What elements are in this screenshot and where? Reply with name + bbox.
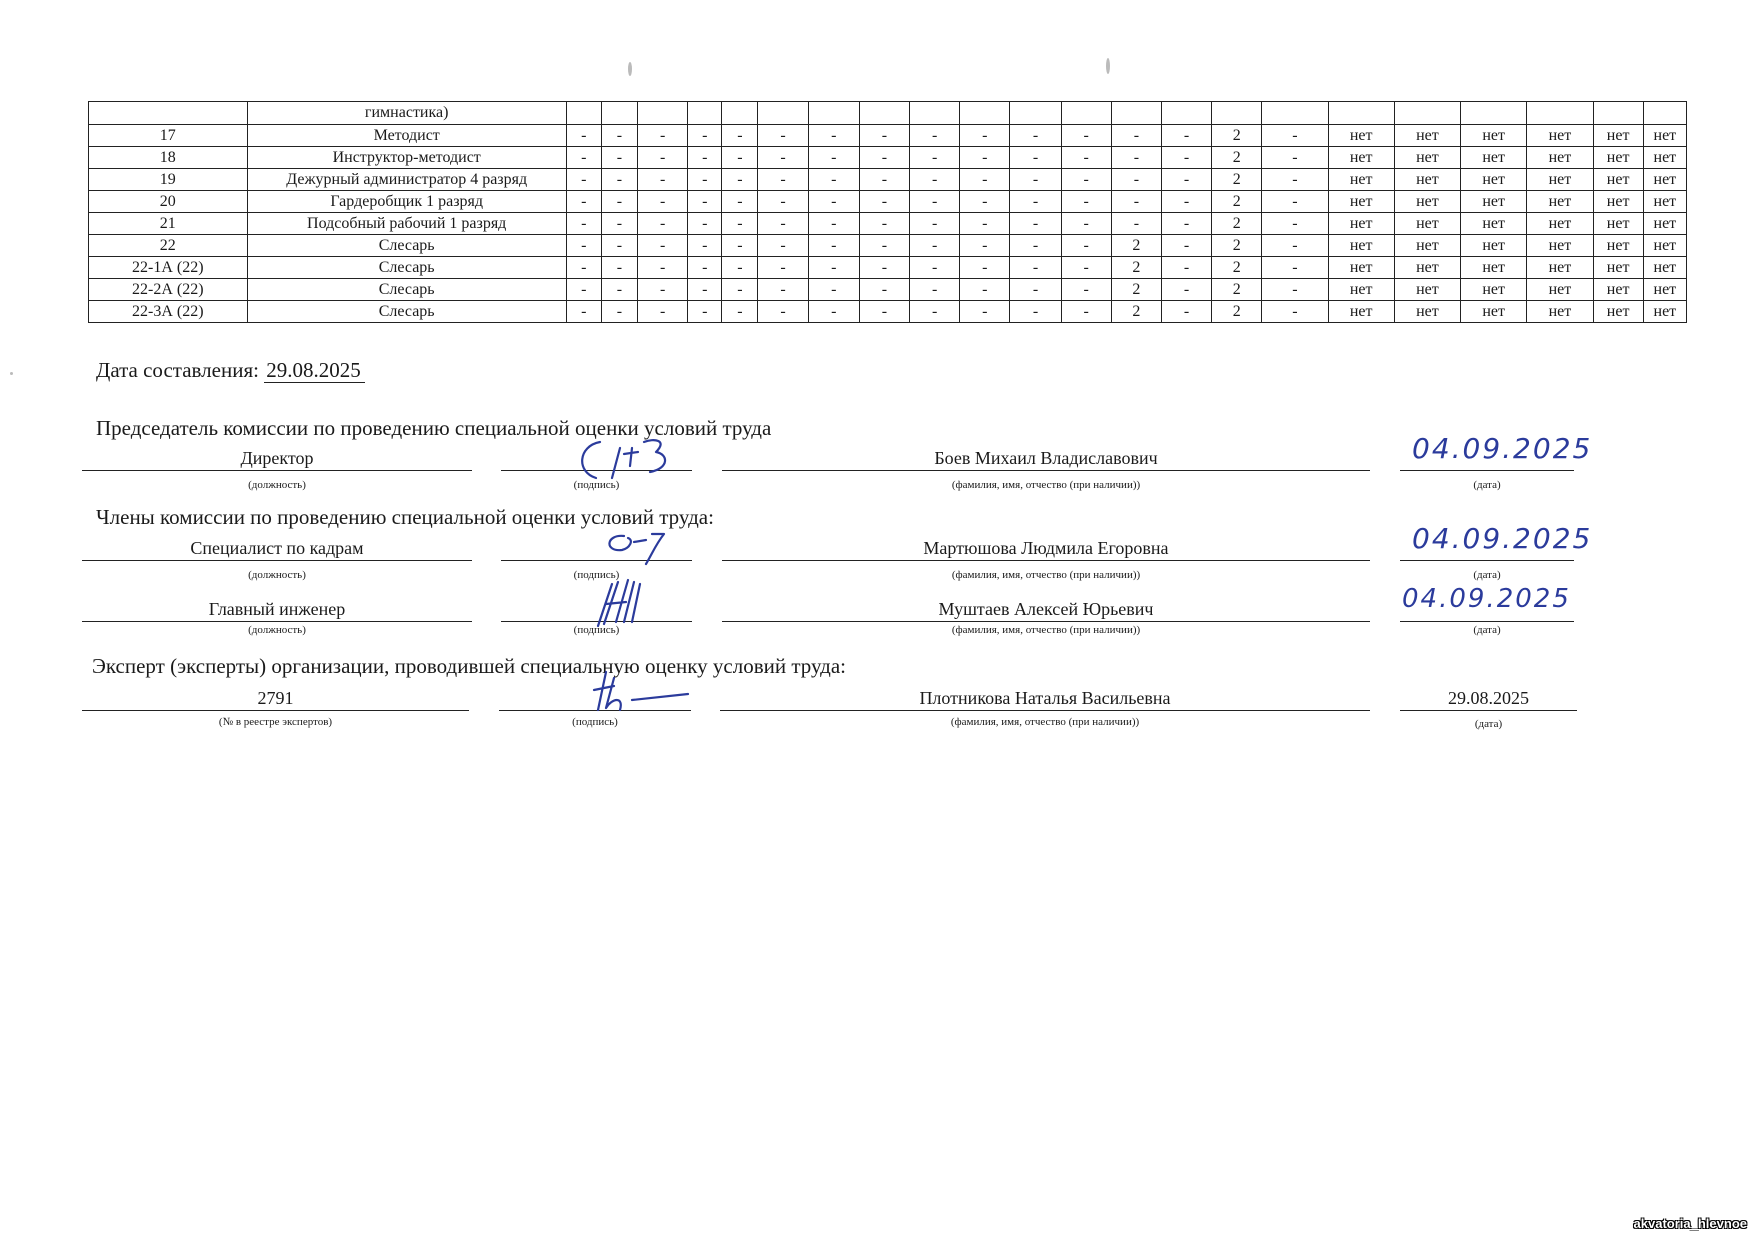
row-number-cell: 18 <box>89 147 248 169</box>
table-cell: - <box>960 191 1010 213</box>
table-cell <box>1212 102 1262 125</box>
table-cell: 2 <box>1212 301 1262 323</box>
table-cell: - <box>1161 279 1211 301</box>
table-cell: - <box>638 279 688 301</box>
table-cell: нет <box>1527 301 1593 323</box>
scan-speck <box>628 62 632 76</box>
table-cell: нет <box>1593 279 1643 301</box>
table-cell <box>910 102 960 125</box>
table-cell: нет <box>1394 235 1460 257</box>
chairman-signature <box>572 434 682 484</box>
table-cell: нет <box>1328 213 1394 235</box>
table-cell: - <box>758 279 808 301</box>
table-cell: - <box>859 125 909 147</box>
chairman-date-handwritten: 04.09.2025 <box>1412 432 1593 465</box>
table-cell: - <box>1010 125 1061 147</box>
table-cell: - <box>638 147 688 169</box>
table-cell: - <box>688 301 722 323</box>
table-cell: - <box>859 279 909 301</box>
table-cell: нет <box>1461 169 1527 191</box>
row-number-cell <box>89 102 248 125</box>
table-cell: нет <box>1527 125 1593 147</box>
table-cell: - <box>722 235 758 257</box>
table-cell <box>1262 102 1328 125</box>
table-cell: - <box>566 147 601 169</box>
table-cell: - <box>859 191 909 213</box>
table-cell: нет <box>1593 257 1643 279</box>
table-cell: - <box>859 235 909 257</box>
table-cell <box>1394 102 1460 125</box>
table-row <box>89 235 1687 257</box>
table-cell: - <box>859 301 909 323</box>
table-cell: - <box>1061 147 1111 169</box>
table-cell: - <box>960 213 1010 235</box>
table-cell: - <box>808 235 859 257</box>
table-cell: нет <box>1643 147 1686 169</box>
table-cell: нет <box>1328 147 1394 169</box>
table-cell: - <box>1061 235 1111 257</box>
table-cell: - <box>566 257 601 279</box>
table-cell: - <box>758 147 808 169</box>
table-row <box>89 301 1687 323</box>
table-cell: - <box>1262 169 1328 191</box>
expert-heading: Эксперт (эксперты) организации, проводившей специальную оценку условий труда: <box>92 654 847 678</box>
table-cell: 2 <box>1212 257 1262 279</box>
table-cell: нет <box>1328 257 1394 279</box>
job-title-cell: Гардеробщик 1 разряд <box>247 191 566 213</box>
table-cell: - <box>758 169 808 191</box>
table-cell: - <box>758 257 808 279</box>
job-title-cell: Дежурный администратор 4 разряд <box>247 169 566 191</box>
caption-full-name: (фамилия, имя, отчество (при наличии)) <box>951 569 1141 581</box>
chairman-full-name: Боев Михаил Владиславович <box>722 446 1370 471</box>
job-title-cell: Слесарь <box>247 301 566 323</box>
table-cell: - <box>638 169 688 191</box>
job-title-cell: Слесарь <box>247 235 566 257</box>
table-cell: - <box>688 169 722 191</box>
table-row <box>89 147 1687 169</box>
table-cell: - <box>1161 257 1211 279</box>
table-cell: 2 <box>1212 191 1262 213</box>
table-cell: - <box>722 257 758 279</box>
table-cell: - <box>910 279 960 301</box>
table-cell: - <box>601 147 637 169</box>
member-2-full-name: Муштаев Алексей Юрьевич <box>722 597 1370 622</box>
table-cell <box>1461 102 1527 125</box>
table-cell <box>566 102 601 125</box>
table-cell: - <box>688 279 722 301</box>
date-compiled-value: 29.08.2025 <box>264 358 365 383</box>
table-cell: - <box>910 191 960 213</box>
table-row <box>89 279 1687 301</box>
table-cell: нет <box>1461 301 1527 323</box>
table-cell <box>808 102 859 125</box>
table-cell: нет <box>1593 191 1643 213</box>
table-cell: - <box>1161 125 1211 147</box>
member-1-date-handwritten: 04.09.2025 <box>1412 522 1593 555</box>
table-cell: - <box>601 191 637 213</box>
expert-signature <box>584 668 694 716</box>
table-cell: - <box>808 257 859 279</box>
table-cell: - <box>960 125 1010 147</box>
row-number-cell: 22 <box>89 235 248 257</box>
table-cell <box>1161 102 1211 125</box>
table-cell: нет <box>1394 125 1460 147</box>
caption-date: (дата) <box>1473 624 1501 636</box>
table-cell: - <box>910 169 960 191</box>
table-cell: - <box>1262 301 1328 323</box>
table-cell: - <box>1061 279 1111 301</box>
table-cell: нет <box>1461 213 1527 235</box>
table-cell: нет <box>1461 235 1527 257</box>
table-cell: нет <box>1643 169 1686 191</box>
table-cell <box>722 102 758 125</box>
job-title-cell: Методист <box>247 125 566 147</box>
table-cell: - <box>638 301 688 323</box>
table-cell: - <box>722 147 758 169</box>
table-cell: - <box>638 191 688 213</box>
table-cell: - <box>1111 169 1161 191</box>
table-cell: - <box>601 301 637 323</box>
table-cell: - <box>910 235 960 257</box>
table-cell <box>1328 102 1394 125</box>
table-cell: - <box>758 125 808 147</box>
caption-date: (дата) <box>1473 479 1501 491</box>
table-cell: - <box>859 257 909 279</box>
table-cell: - <box>808 125 859 147</box>
table-cell: - <box>722 169 758 191</box>
table-cell: - <box>960 235 1010 257</box>
job-title-cell: Подсобный рабочий 1 разряд <box>247 213 566 235</box>
table-cell: нет <box>1593 147 1643 169</box>
table-cell: - <box>566 279 601 301</box>
table-body <box>89 102 1687 323</box>
table-cell: - <box>758 213 808 235</box>
table-cell: нет <box>1328 169 1394 191</box>
table-cell: - <box>1061 125 1111 147</box>
table-cell: нет <box>1527 235 1593 257</box>
table-cell: нет <box>1527 147 1593 169</box>
table-cell: - <box>722 125 758 147</box>
table-cell: - <box>638 125 688 147</box>
row-number-cell: 19 <box>89 169 248 191</box>
table-cell: нет <box>1328 191 1394 213</box>
caption-signature: (подпись) <box>573 624 620 636</box>
table-cell: - <box>566 169 601 191</box>
table-cell: - <box>722 191 758 213</box>
table-cell: - <box>1262 125 1328 147</box>
table-cell: нет <box>1527 191 1593 213</box>
table-cell: - <box>859 147 909 169</box>
table-cell: нет <box>1328 235 1394 257</box>
table-row <box>89 125 1687 147</box>
job-title-cell: Слесарь <box>247 257 566 279</box>
row-number-cell: 21 <box>89 213 248 235</box>
table-cell: нет <box>1461 279 1527 301</box>
row-number-cell: 20 <box>89 191 248 213</box>
table-cell: нет <box>1593 169 1643 191</box>
caption-registry: (№ в реестре экспертов) <box>218 716 333 728</box>
table-cell: нет <box>1593 235 1643 257</box>
table-cell: - <box>566 213 601 235</box>
expert-date: 29.08.2025 <box>1400 686 1577 711</box>
table-cell: - <box>758 301 808 323</box>
scan-speck <box>10 372 13 375</box>
table-cell: 2 <box>1111 257 1161 279</box>
table-cell: - <box>1111 191 1161 213</box>
table-cell: - <box>960 169 1010 191</box>
members-heading: Члены комиссии по проведению специальной оценки условий труда: <box>96 505 714 529</box>
table-cell: 2 <box>1212 279 1262 301</box>
table-cell: - <box>601 213 637 235</box>
table-cell: нет <box>1461 191 1527 213</box>
table-row <box>89 102 1687 125</box>
table-cell: - <box>688 191 722 213</box>
table-cell <box>1111 102 1161 125</box>
table-cell: 2 <box>1111 235 1161 257</box>
table-row <box>89 257 1687 279</box>
date-compiled <box>96 358 365 383</box>
table-cell: - <box>601 257 637 279</box>
table-cell: - <box>808 301 859 323</box>
caption-position: (должность) <box>248 569 306 581</box>
table-cell: нет <box>1461 125 1527 147</box>
table-cell: - <box>722 213 758 235</box>
table-cell <box>688 102 722 125</box>
table-cell: нет <box>1643 125 1686 147</box>
table-cell: - <box>1010 169 1061 191</box>
table-cell: - <box>910 147 960 169</box>
table-cell: - <box>758 235 808 257</box>
table-cell: - <box>808 213 859 235</box>
table-cell: - <box>910 213 960 235</box>
table-cell: - <box>1161 169 1211 191</box>
table-cell: - <box>688 257 722 279</box>
table-cell: - <box>688 125 722 147</box>
table-cell: - <box>688 213 722 235</box>
table-cell: - <box>1161 191 1211 213</box>
table-cell: нет <box>1643 301 1686 323</box>
table-row <box>89 169 1687 191</box>
table-cell: нет <box>1527 257 1593 279</box>
table-cell: - <box>1010 301 1061 323</box>
table-cell: нет <box>1527 169 1593 191</box>
caption-date: (дата) <box>1473 569 1501 581</box>
table-cell: 2 <box>1212 125 1262 147</box>
table-cell: - <box>1111 147 1161 169</box>
table-cell: - <box>808 279 859 301</box>
table-cell: - <box>688 235 722 257</box>
table-cell <box>1010 102 1061 125</box>
table-row <box>89 213 1687 235</box>
caption-signature: (подпись) <box>572 716 618 728</box>
table-cell <box>758 102 808 125</box>
table-cell: 2 <box>1212 169 1262 191</box>
table-cell: нет <box>1394 191 1460 213</box>
table-cell: - <box>1111 125 1161 147</box>
table-cell: - <box>960 257 1010 279</box>
table-cell: - <box>758 191 808 213</box>
table-cell: - <box>722 279 758 301</box>
table-cell: - <box>910 301 960 323</box>
table-cell: - <box>601 169 637 191</box>
table-cell <box>859 102 909 125</box>
row-number-cell: 17 <box>89 125 248 147</box>
table-cell: - <box>638 235 688 257</box>
table-cell: нет <box>1593 125 1643 147</box>
table-cell: - <box>1061 213 1111 235</box>
table-cell: нет <box>1328 279 1394 301</box>
table-cell: - <box>1010 235 1061 257</box>
table-cell: - <box>1010 257 1061 279</box>
table-cell: нет <box>1593 213 1643 235</box>
table-cell <box>1593 102 1643 125</box>
caption-position: (должность) <box>248 624 306 636</box>
table-cell: нет <box>1394 279 1460 301</box>
table-cell: нет <box>1527 279 1593 301</box>
member-2-date-handwritten: 04.09.2025 <box>1402 584 1571 614</box>
table-cell: - <box>960 147 1010 169</box>
table-cell: - <box>1161 213 1211 235</box>
table-cell <box>1643 102 1686 125</box>
table-cell: - <box>1262 279 1328 301</box>
member-1-full-name: Мартюшова Людмила Егоровна <box>722 536 1370 561</box>
table-cell: - <box>1161 235 1211 257</box>
table-cell <box>601 102 637 125</box>
caption-full-name: (фамилия, имя, отчество (при наличии)) <box>951 479 1141 491</box>
table-cell: - <box>1010 279 1061 301</box>
table-cell <box>1061 102 1111 125</box>
table-cell: - <box>960 301 1010 323</box>
table-cell: 2 <box>1212 213 1262 235</box>
table-cell: - <box>1010 213 1061 235</box>
table-cell: - <box>638 213 688 235</box>
table-cell: - <box>859 169 909 191</box>
member-2-position: Главный инженер <box>82 597 472 622</box>
chairman-position: Директор <box>82 446 472 471</box>
watermark: akvatoria_hlevnoe <box>1633 1216 1747 1231</box>
table-cell: - <box>1262 213 1328 235</box>
table-row <box>89 191 1687 213</box>
caption-signature: (подпись) <box>573 569 620 581</box>
job-title-cell: Инструктор-методист <box>247 147 566 169</box>
table-cell: - <box>601 279 637 301</box>
table-cell: - <box>960 279 1010 301</box>
assessment-table <box>88 101 1687 323</box>
table-cell: - <box>1161 147 1211 169</box>
row-number-cell: 22-2А (22) <box>89 279 248 301</box>
caption-signature: (подпись) <box>573 479 620 491</box>
caption-full-name: (фамилия, имя, отчество (при наличии)) <box>951 624 1141 636</box>
table-cell: - <box>1061 301 1111 323</box>
table-cell: - <box>566 191 601 213</box>
table-cell: нет <box>1394 147 1460 169</box>
row-number-cell: 22-1А (22) <box>89 257 248 279</box>
table-cell: - <box>1061 257 1111 279</box>
table-cell: нет <box>1394 169 1460 191</box>
table-cell: нет <box>1461 147 1527 169</box>
table-cell: - <box>1010 191 1061 213</box>
table-cell: нет <box>1461 257 1527 279</box>
table-cell: - <box>1061 169 1111 191</box>
table-cell: - <box>1262 147 1328 169</box>
table-cell: - <box>722 301 758 323</box>
table-cell: - <box>566 301 601 323</box>
scan-speck <box>1106 58 1110 74</box>
table-cell: 2 <box>1212 147 1262 169</box>
table-cell: - <box>1262 191 1328 213</box>
table-cell <box>1527 102 1593 125</box>
table-cell: - <box>1161 301 1211 323</box>
table-cell: нет <box>1328 301 1394 323</box>
table-cell: нет <box>1527 213 1593 235</box>
chairman-heading: Председатель комиссии по проведению специальной оценки условий труда <box>96 416 772 440</box>
table-cell: нет <box>1394 213 1460 235</box>
table-cell: - <box>808 169 859 191</box>
caption-position: (должность) <box>248 479 306 491</box>
expert-registry-number: 2791 <box>82 686 469 711</box>
table-cell: - <box>808 191 859 213</box>
table-cell: - <box>566 235 601 257</box>
table-cell: - <box>1262 235 1328 257</box>
table-cell: нет <box>1394 301 1460 323</box>
table-cell: нет <box>1328 125 1394 147</box>
table-cell: нет <box>1643 191 1686 213</box>
table-cell: - <box>1111 213 1161 235</box>
table-cell <box>638 102 688 125</box>
table-cell: 2 <box>1111 301 1161 323</box>
table-cell: - <box>1262 257 1328 279</box>
row-number-cell: 22-3А (22) <box>89 301 248 323</box>
caption-date: (дата) <box>1474 718 1503 730</box>
table-cell: - <box>638 257 688 279</box>
table-cell: - <box>859 213 909 235</box>
job-title-cell: Слесарь <box>247 279 566 301</box>
job-title-cell: гимнастика) <box>247 102 566 125</box>
table-cell: - <box>688 147 722 169</box>
table-cell: нет <box>1643 257 1686 279</box>
table-cell: нет <box>1643 213 1686 235</box>
table-cell: - <box>1010 147 1061 169</box>
table-cell: нет <box>1394 257 1460 279</box>
table-cell: нет <box>1643 279 1686 301</box>
table-cell: 2 <box>1111 279 1161 301</box>
table-cell: нет <box>1593 301 1643 323</box>
caption-full-name: (фамилия, имя, отчество (при наличии)) <box>950 716 1140 728</box>
table-cell: - <box>808 147 859 169</box>
table-cell: - <box>1061 191 1111 213</box>
member-1-position: Специалист по кадрам <box>82 536 472 561</box>
table-cell: - <box>601 125 637 147</box>
table-cell: нет <box>1643 235 1686 257</box>
table-cell: - <box>910 257 960 279</box>
table-cell: - <box>910 125 960 147</box>
table-cell: - <box>566 125 601 147</box>
expert-full-name: Плотникова Наталья Васильевна <box>720 686 1370 711</box>
member-2-signature <box>592 578 652 630</box>
date-compiled-label: Дата составления: <box>96 358 259 382</box>
table-cell: - <box>601 235 637 257</box>
member-1-signature <box>600 528 680 568</box>
table-cell: 2 <box>1212 235 1262 257</box>
table-cell <box>960 102 1010 125</box>
